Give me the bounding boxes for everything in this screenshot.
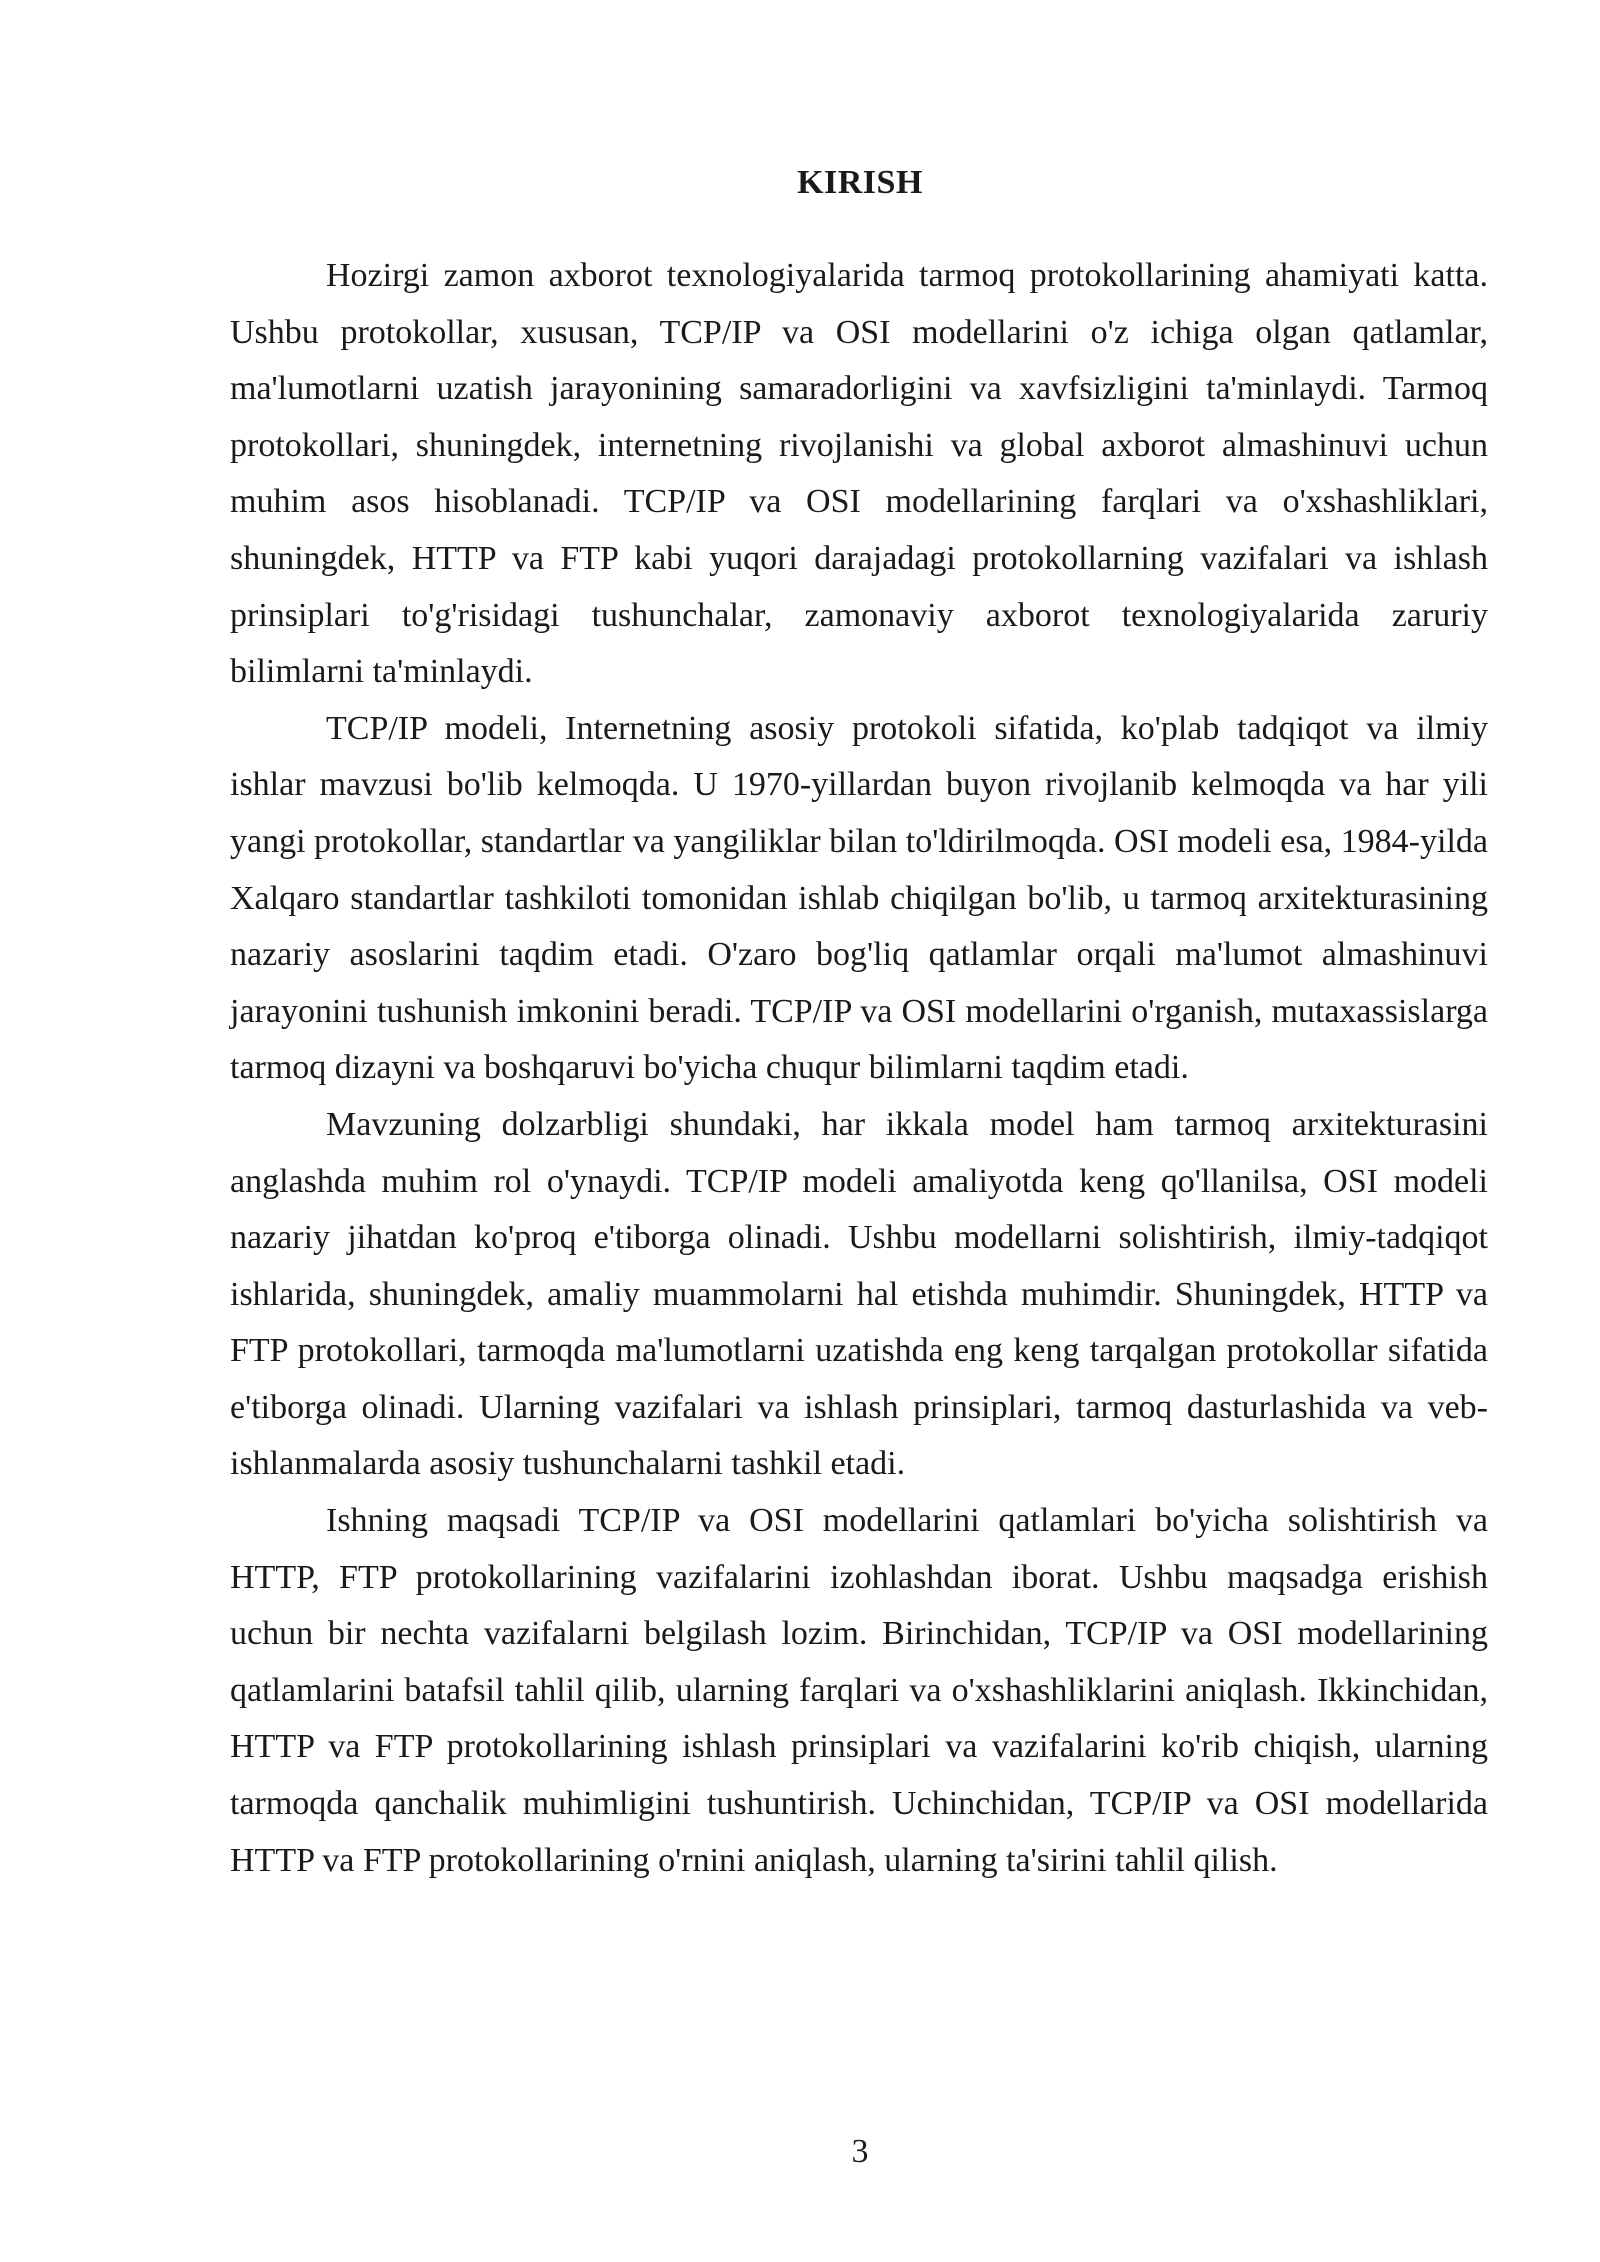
page-number: 3 (851, 2133, 869, 2170)
paragraph-1: Hozirgi zamon axborot texnologiyalarida tarmoq protokollarining ahamiyati katta. Ushbu protokollar, xususan, TCP/IP va OSI modellarini o'z ichiga olgan qatlamlar, ma'lumotlarni uzatish jarayonining samaradorligini va xavfsizligini ta'minlaydi. Tarmoq protokollari, shuningdek, internetning rivojlanishi va global axborot almashinuvi uchun muhim asos hisoblanadi. TCP/IP va OSI modellarining farqlari va o'xshashliklari, shuningdek, HTTP va FTP kabi yuqori darajadagi protokollarning vazifalari va ishlash prinsiplari to'g'risidagi tushunchalar, zamonaviy axborot texnologiyalarida zaruriy bilimlarni ta'minlaydi. (230, 257, 1488, 691)
body-text (230, 248, 1488, 1889)
page-title: KIRISH (797, 164, 923, 201)
paragraph-4: Ishning maqsadi TCP/IP va OSI modellarini qatlamlari bo'yicha solishtirish va HTTP, FTP protokollarining vazifalarini izohlashdan iborat. Ushbu maqsadga erishish uchun bir nechta vazifalarni belgilash lozim. Birinchidan, TCP/IP va OSI modellarining qatlamlarini batafsil tahlil qilib, ularning farqlari va o'xshashliklarini aniqlash. Ikkinchidan, HTTP va FTP protokollarining ishlash prinsiplari va vazifalarini ko'rib chiqish, ularning tarmoqda qanchalik muhimligini tushuntirish. Uchinchidan, TCP/IP va OSI modellarida HTTP va FTP protokollarining o'rnini aniqlash, ularning ta'sirini tahlil qilish. (230, 1502, 1488, 1879)
paragraph-3: Mavzuning dolzarbligi shundaki, har ikkala model ham tarmoq arxitekturasini anglashda muhim rol o'ynaydi. TCP/IP modeli amaliyotda keng qo'llanilsa, OSI modeli nazariy jihatdan ko'proq e'tiborga olinadi. Ushbu modellarni solishtirish, ilmiy-tadqiqot ishlarida, shuningdek, amaliy muammolarni hal etishda muhimdir. Shuningdek, HTTP va FTP protokollari, tarmoqda ma'lumotlarni uzatishda eng keng tarqalgan protokollar sifatida e'tiborga olinadi. Ularning vazifalari va ishlash prinsiplari, tarmoq dasturlashida va veb-ishlanmalarda asosiy tushunchalarni tashkil etadi. (230, 1105, 1488, 1483)
paragraph-2: TCP/IP modeli, Internetning asosiy protokoli sifatida, ko'plab tadqiqot va ilmiy ishlar mavzusi bo'lib kelmoqda. U 1970-yillardan buyon rivojlanib kelmoqda va har yili yangi protokollar, standartlar va yangiliklar bilan to'ldirilmoqda. OSI modeli esa, 1984-yilda Xalqaro standartlar tashkiloti tomonidan ishlab chiqilgan bo'lib, u tarmoq arxitekturasining nazariy asoslarini taqdim etadi. O'zaro bog'liq qatlamlar orqali ma'lumot almashinuvi jarayonini tushunish imkonini beradi. TCP/IP va OSI modellarini o'rganish, mutaxassislarga tarmoq dizayni va boshqaruvi bo'yicha chuqur bilimlarni taqdim etadi. (230, 709, 1488, 1087)
